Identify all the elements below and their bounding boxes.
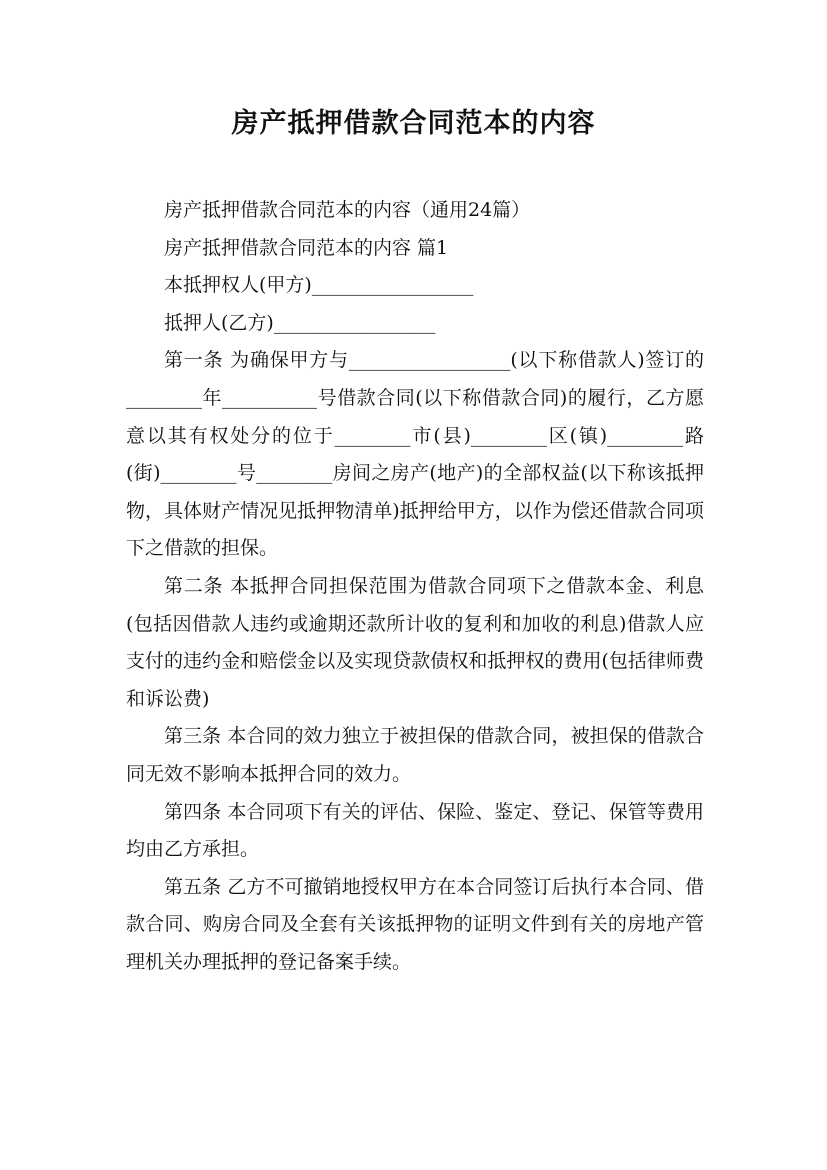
- paragraph-article-1: 第一条 为确保甲方与_________________(以下称借款人)签订的________年__________号借款合同(以下称借款合同)的履行，乙方愿意以其有权处分的位于________市(县)________区(镇)________路(街)________号________房间之房产(地产)的全部权益(以下称该抵押物，具体财产情况见抵押物清单)抵押给甲方，以作为偿还借款合同项下之借款的担保。: [126, 349, 704, 560]
- document-body: [126, 192, 704, 981]
- paragraph-article-3: 第三条 本合同的效力独立于被担保的借款合同，被担保的借款合同无效不影响本抵押合同的效力。: [126, 725, 704, 785]
- document-title: 房产抵押借款合同范本的内容: [231, 108, 596, 139]
- paragraph-article-2: 第二条 本抵押合同担保范围为借款合同项下之借款本金、利息(包括因借款人违约或逾期还款所计收的复利和加收的利息)借款人应支付的违约金和赔偿金以及实现贷款债权和抵押权的费用(包括律师费和诉讼费): [126, 574, 704, 710]
- paragraph-mortgagor: 抵押人(乙方)_________________: [164, 311, 436, 334]
- paragraph-heading: 房产抵押借款合同范本的内容（通用24篇）: [164, 199, 531, 221]
- paragraph-article-5: 第五条 乙方不可撤销地授权甲方在本合同签订后执行本合同、借款合同、购房合同及全套有关该抵押物的证明文件到有关的房地产管理机关办理抵押的登记备案手续。: [126, 875, 704, 973]
- paragraph-section-title: 房产抵押借款合同范本的内容 篇1: [164, 236, 449, 259]
- paragraph-article-4: 第四条 本合同项下有关的评估、保险、鉴定、登记、保管等费用均由乙方承担。: [126, 800, 704, 861]
- paragraph-mortgagee: 本抵押权人(甲方)_________________: [164, 274, 474, 297]
